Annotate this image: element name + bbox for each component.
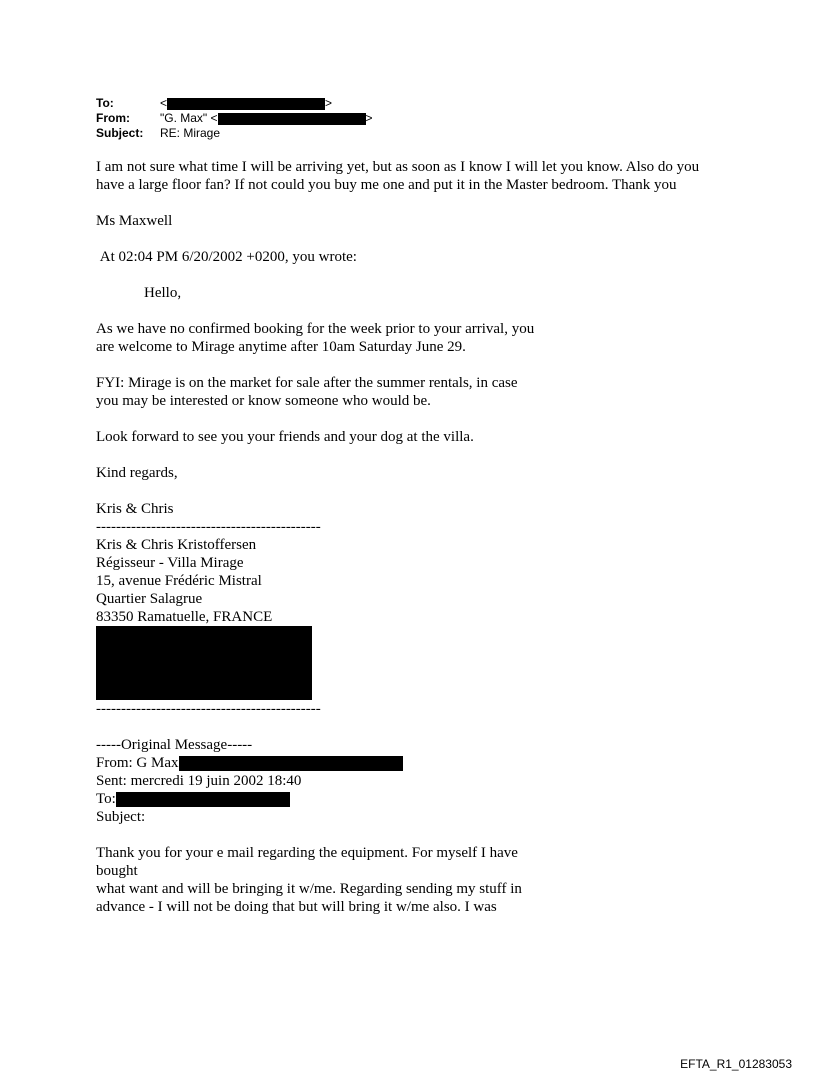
quote-line: As we have no confirmed booking for the week prior to your arrival, you bbox=[96, 321, 535, 337]
greeting: Hello, bbox=[144, 285, 182, 301]
sender-name: Kris & Chris bbox=[96, 501, 174, 517]
original-line: advance - I will not be doing that but will bring it w/me also. I was bbox=[96, 899, 497, 915]
address-line: Kris & Chris Kristoffersen bbox=[96, 537, 257, 553]
redaction-box bbox=[96, 626, 312, 700]
original-subject: Subject: bbox=[96, 809, 146, 825]
address-line: Régisseur - Villa Mirage bbox=[96, 555, 244, 571]
redaction-box bbox=[218, 113, 366, 125]
closing: Kind regards, bbox=[96, 465, 178, 481]
document-id: EFTA_R1_01283053 bbox=[680, 1057, 792, 1071]
body-paragraph: I am not sure what time I will be arriving yet, but as soon as I know I will let you know. Also do you have a large floor fan? If not could you buy me one and put it in the Master bedroom. Thank you bbox=[96, 159, 703, 193]
from-suffix: > bbox=[365, 111, 373, 125]
quote-line: Look forward to see you your friends and your dog at the villa. bbox=[96, 429, 474, 445]
original-title: -----Original Message----- bbox=[96, 737, 253, 753]
address-line: 15, avenue Frédéric Mistral bbox=[96, 573, 262, 589]
subject-value: RE: Mirage bbox=[160, 126, 221, 140]
address-line: Quartier Salagrue bbox=[96, 591, 203, 607]
divider: --------------------------------------------- bbox=[96, 701, 321, 717]
subject-label: Subject: bbox=[96, 126, 144, 140]
quote-line: are welcome to Mirage anytime after 10am Saturday June 29. bbox=[96, 339, 466, 355]
original-line: Thank you for your e mail regarding the equipment. For myself I have bbox=[96, 845, 518, 861]
original-to: To: bbox=[96, 791, 116, 807]
original-from: From: G Max bbox=[96, 755, 179, 771]
from-value: "G. Max" < bbox=[160, 111, 218, 125]
redaction-box bbox=[116, 792, 290, 807]
quote-line: you may be interested or know someone who would be. bbox=[96, 393, 431, 409]
original-line: bought bbox=[96, 863, 138, 879]
redaction-box bbox=[179, 756, 403, 771]
signature: Ms Maxwell bbox=[96, 213, 173, 229]
redaction-box bbox=[167, 98, 325, 110]
quote-intro: At 02:04 PM 6/20/2002 +0200, you wrote: bbox=[96, 249, 357, 265]
divider: --------------------------------------------- bbox=[96, 519, 321, 535]
address-line: 83350 Ramatuelle, FRANCE bbox=[96, 609, 273, 625]
to-label: To: bbox=[96, 96, 114, 110]
quote-line: FYI: Mirage is on the market for sale after the summer rentals, in case bbox=[96, 375, 518, 391]
to-suffix: > bbox=[325, 96, 333, 110]
from-label: From: bbox=[96, 111, 130, 125]
original-line: what want and will be bringing it w/me. Regarding sending my stuff in bbox=[96, 881, 522, 897]
to-prefix: < bbox=[160, 96, 168, 110]
original-sent: Sent: mercredi 19 juin 2002 18:40 bbox=[96, 773, 302, 789]
email-body bbox=[96, 158, 726, 916]
